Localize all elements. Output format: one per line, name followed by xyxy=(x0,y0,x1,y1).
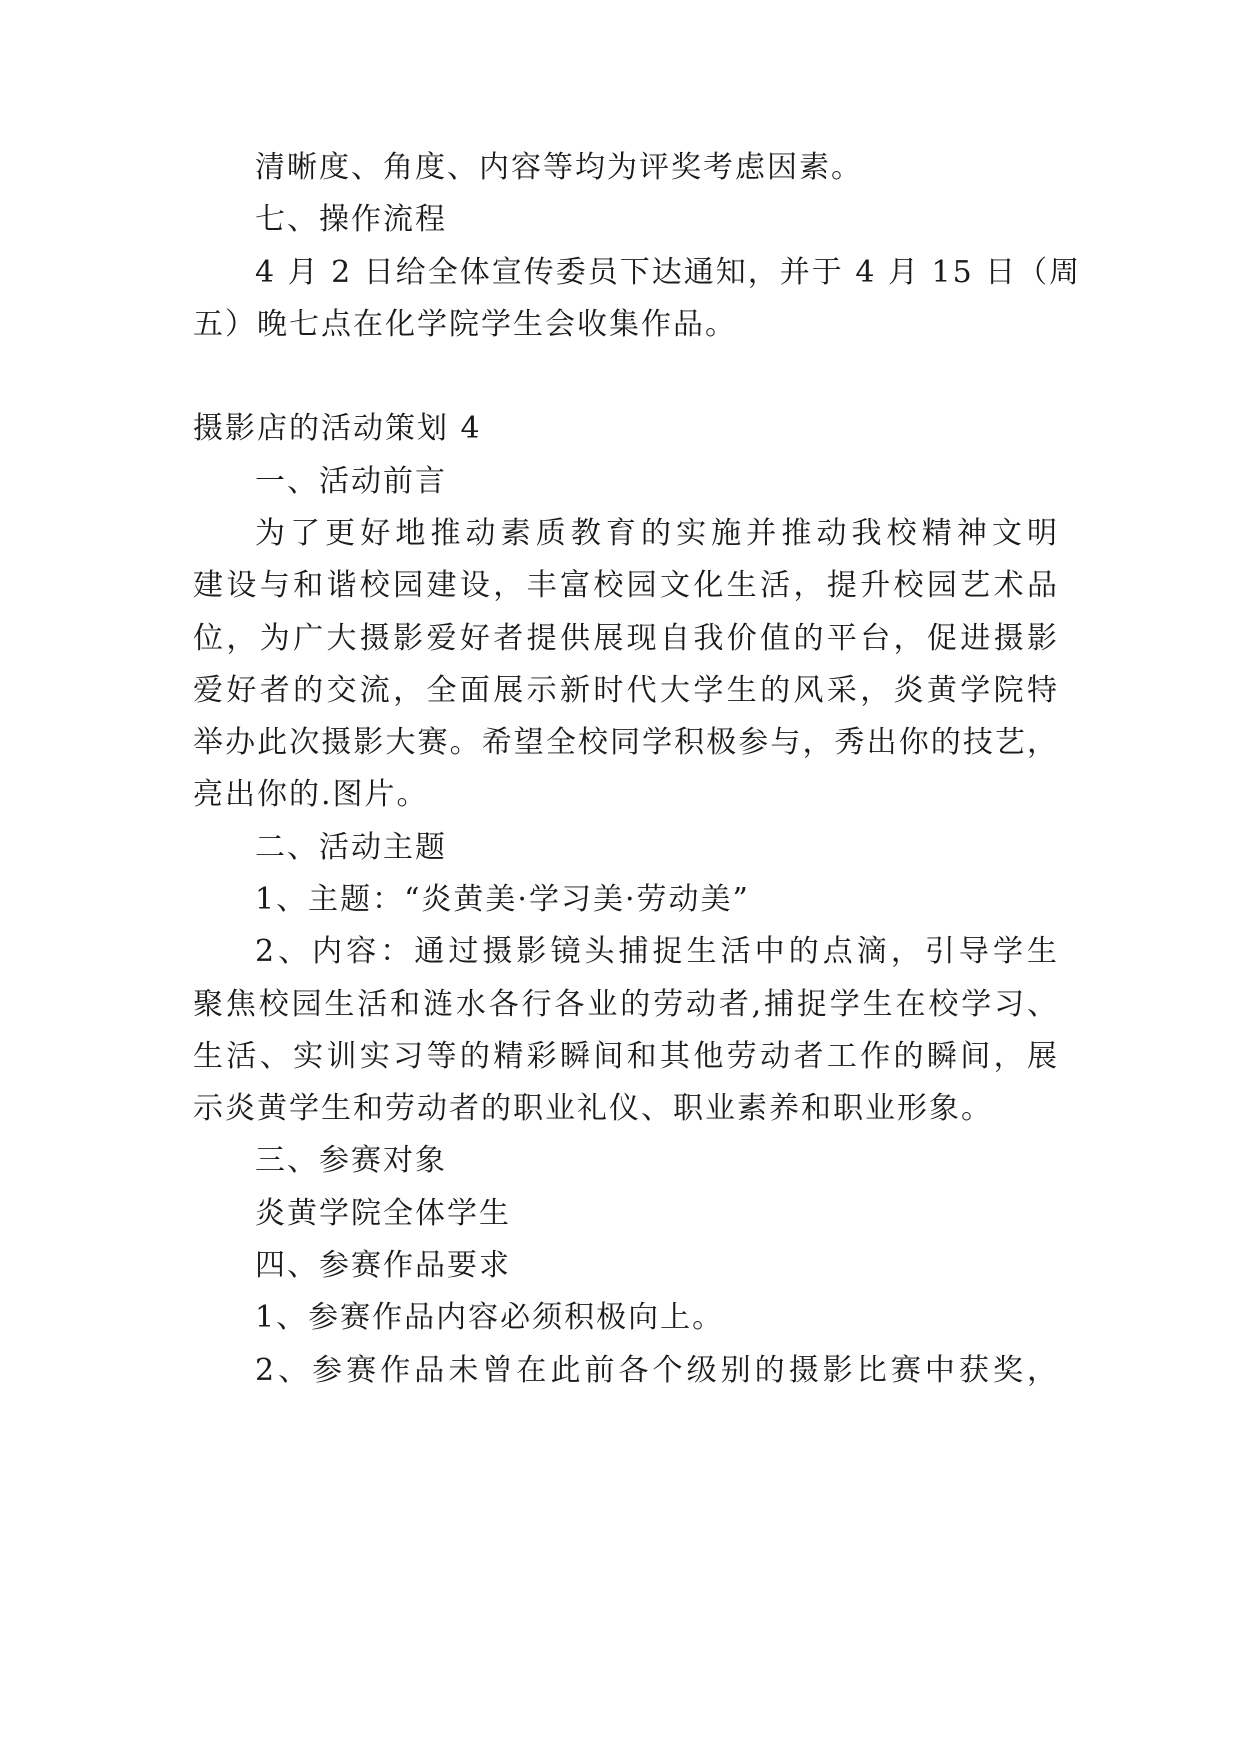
heading-operation-flow: 七、操作流程 xyxy=(255,202,447,237)
heading-theme: 二、活动主题 xyxy=(255,830,447,865)
theme-line: 1、主题：“炎黄美·学习美·劳动美” xyxy=(255,882,750,917)
preface-line-2: 建设与和谐校园建设，丰富校园文化生活，提升校园艺术品 xyxy=(193,568,1059,603)
requirement-1: 1、参赛作品内容必须积极向上。 xyxy=(255,1300,725,1335)
preface-line-4: 爱好者的交流，全面展示新时代大学生的风采，炎黄学院特 xyxy=(193,673,1059,708)
content-line-4: 示炎黄学生和劳动者的职业礼仪、职业素养和职业形象。 xyxy=(193,1091,993,1126)
criteria-line: 清晰度、角度、内容等均为评奖考虑因素。 xyxy=(255,150,863,185)
flow-line-2: 五）晚七点在化学院学生会收集作品。 xyxy=(193,307,737,342)
preface-line-3: 位，为广大摄影爱好者提供展现自我价值的平台，促进摄影 xyxy=(193,621,1059,656)
heading-preface: 一、活动前言 xyxy=(255,464,447,499)
preface-line-6: 亮出你的.图片。 xyxy=(193,777,429,812)
content-line-2: 聚焦校园生活和涟水各行各业的劳动者,捕捉学生在校学习、 xyxy=(193,987,1059,1022)
participants-line: 炎黄学院全体学生 xyxy=(255,1196,511,1231)
section-title: 摄影店的活动策划 4 xyxy=(193,411,482,446)
flow-line-1: 4 月 2 日给全体宣传委员下达通知，并于 4 月 15 日（周 xyxy=(255,255,1082,290)
heading-participants: 三、参赛对象 xyxy=(255,1143,447,1178)
heading-requirements: 四、参赛作品要求 xyxy=(255,1248,511,1283)
requirement-2: 2、参赛作品未曾在此前各个级别的摄影比赛中获奖， xyxy=(255,1353,1059,1388)
content-line-3: 生活、实训实习等的精彩瞬间和其他劳动者工作的瞬间，展 xyxy=(193,1039,1059,1074)
content-line-1: 2、内容：通过摄影镜头捕捉生活中的点滴，引导学生 xyxy=(255,934,1059,969)
preface-line-5: 举办此次摄影大赛。希望全校同学积极参与，秀出你的技艺， xyxy=(193,725,1059,760)
preface-line-1: 为了更好地推动素质教育的实施并推动我校精神文明 xyxy=(255,516,1059,551)
